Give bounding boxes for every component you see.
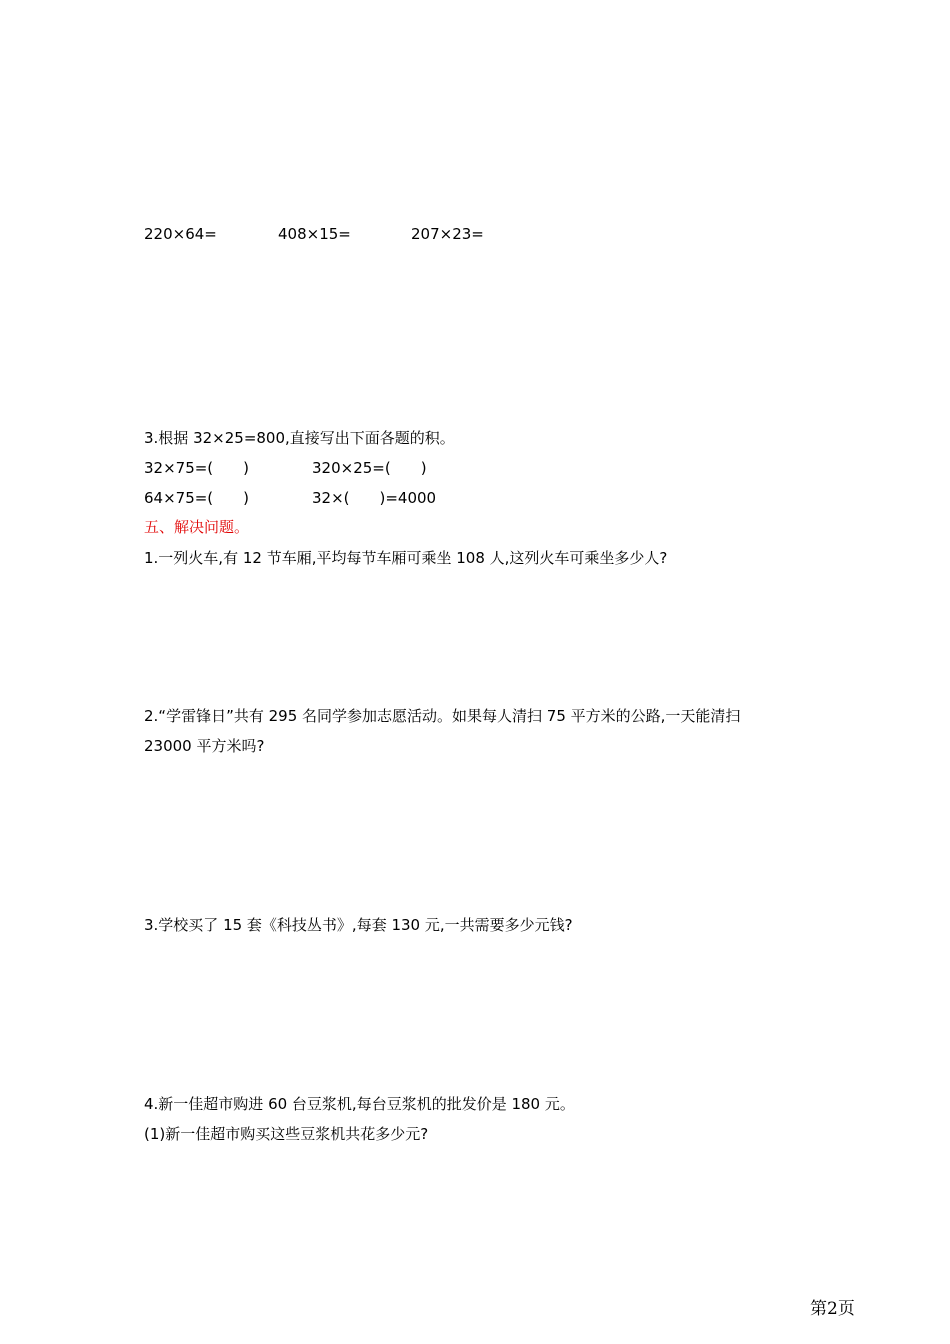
problem-4: 4.新一佳超市购进 60 台豆浆机,每台豆浆机的批发价是 180 元。 [144, 1095, 575, 1113]
calc-item-1: 220×64= [144, 225, 217, 243]
problem-1: 1.一列火车,有 12 节车厢,平均每节车厢可乘坐 108 人,这列火车可乘坐多少人? [144, 549, 668, 567]
question-3-item-4: 32×( )=4000 [312, 489, 437, 507]
question-3-title: 3.根据 32×25=800,直接写出下面各题的积。 [144, 429, 455, 447]
problem-2-line-1: 2.“学雷锋日”共有 295 名同学参加志愿活动。如果每人清扫 75 平方米的公路,一天能清扫 [144, 707, 741, 725]
question-3-item-2: 320×25=( ) [312, 459, 427, 477]
question-3-item-1: 32×75=( ) [144, 459, 250, 477]
question-3-item-3: 64×75=( ) [144, 489, 250, 507]
problem-2-line-2: 23000 平方米吗? [144, 737, 265, 755]
calc-item-2: 408×15= [278, 225, 351, 243]
section-5-heading: 五、解决问题。 [144, 518, 250, 536]
page-number: 第2页 [810, 1299, 855, 1319]
problem-3: 3.学校买了 15 套《科技丛书》,每套 130 元,一共需要多少元钱? [144, 916, 573, 934]
calc-item-3: 207×23= [411, 225, 484, 243]
problem-4-sub-1: (1)新一佳超市购买这些豆浆机共花多少元? [144, 1125, 429, 1143]
